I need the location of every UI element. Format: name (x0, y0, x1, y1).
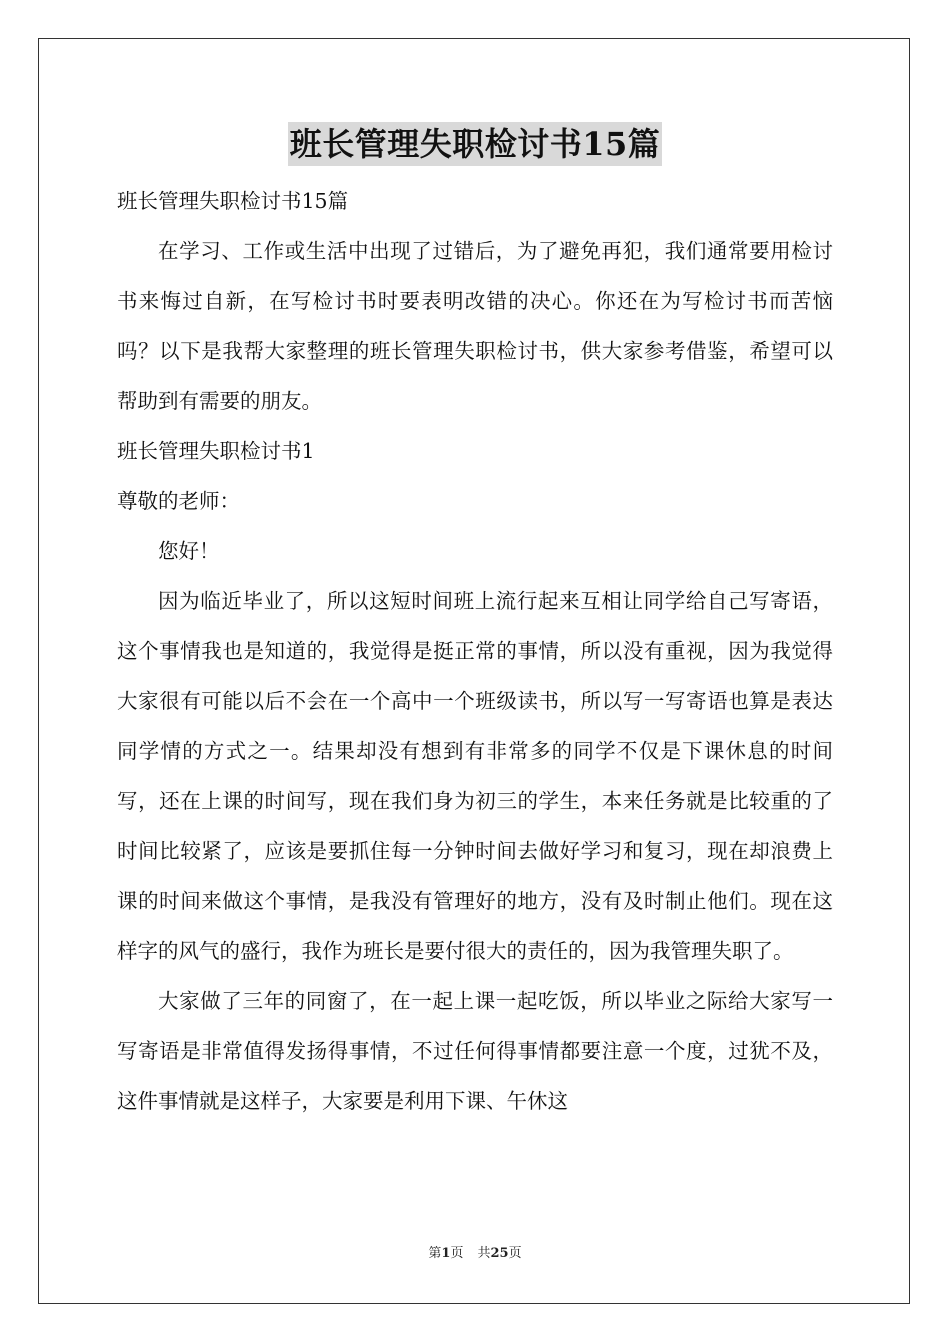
document-subtitle: 班长管理失职检讨书15篇 (117, 189, 349, 213)
footer-current-page: 1 (441, 1246, 451, 1261)
document-title: 班长管理失职检讨书15篇 (288, 122, 663, 166)
intro-paragraph: 在学习、工作或生活中出现了过错后，为了避免再犯，我们通常要用检讨书来悔过自新，在写检讨书时要表明改错的决心。你还在为写检讨书而苦恼吗？以下是我帮大家整理的班长管理失职检讨书，供大家参考借鉴，希望可以帮助到有需要的朋友。 (117, 239, 833, 413)
footer-total-prefix: 共 (477, 1246, 491, 1261)
footer-page-prefix: 第 (428, 1246, 442, 1261)
section-heading: 班长管理失职检讨书1 (117, 439, 315, 463)
page-footer (0, 1244, 950, 1264)
document-body (117, 176, 833, 1126)
salutation: 尊敬的老师： (117, 489, 240, 513)
greeting: 您好！ (158, 539, 220, 563)
footer-total-pages: 25 (490, 1246, 509, 1261)
footer-total-suffix: 页 (508, 1246, 522, 1261)
document-title-container (0, 122, 950, 166)
body-paragraph-2: 大家做了三年的同窗了，在一起上课一起吃饭，所以毕业之际给大家写一写寄语是非常值得发扬得事情，不过任何得事情都要注意一个度，过犹不及，这件事情就是这样子，大家要是利用下课、午休这 (117, 989, 833, 1113)
body-paragraph-1: 因为临近毕业了，所以这短时间班上流行起来互相让同学给自己写寄语，这个事情我也是知道的，我觉得是挺正常的事情，所以没有重视，因为我觉得大家很有可能以后不会在一个高中一个班级读书，所以写一写寄语也算是表达同学情的方式之一。结果却没有想到有非常多的同学不仅是下课休息的时间写，还在上课的时间写，现在我们身为初三的学生，本来任务就是比较重的了时间比较紧了，应该是要抓住每一分钟时间去做好学习和复习，现在却浪费上课的时间来做这个事情，是我没有管理好的地方，没有及时制止他们。现在这样字的风气的盛行，我作为班长是要付很大的责任的，因为我管理失职了。 (117, 589, 833, 963)
footer-page-suffix: 页 (450, 1246, 464, 1261)
